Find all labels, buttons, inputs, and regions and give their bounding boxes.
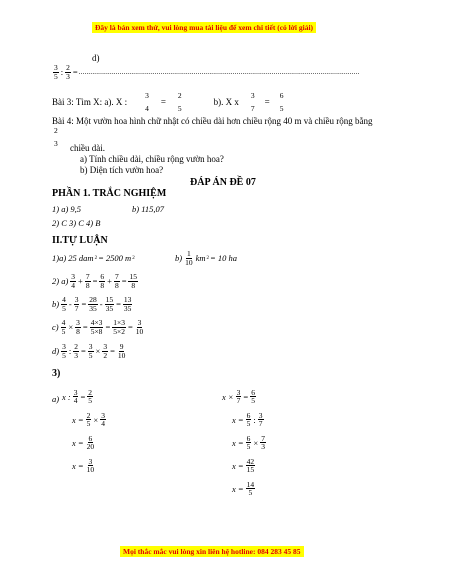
math-symbol: : xyxy=(68,346,72,356)
math-symbol: x = xyxy=(72,414,84,425)
math-symbol: = xyxy=(80,346,86,356)
math-symbol: × xyxy=(95,346,101,356)
fraction: $\frac{6}{5}$ xyxy=(246,410,251,428)
fraction: $\frac{7}{3}$ xyxy=(261,433,265,451)
bai4-fraction: 2 3 xyxy=(54,126,58,148)
fraction: $\frac{4\times 3}{5\times 8}$ xyxy=(90,318,103,336)
fraction: $\frac{3}{7}$ xyxy=(74,295,79,313)
fraction: $\frac{3}{2}$ xyxy=(103,342,108,360)
solution-step xyxy=(62,385,107,408)
math-symbol: = xyxy=(121,276,127,286)
fraction: $\frac{15}{35}$ xyxy=(105,295,114,313)
solution-step xyxy=(232,454,267,477)
math-symbol: = xyxy=(82,322,88,332)
math-symbol: = xyxy=(80,391,86,402)
math-symbol: c) xyxy=(52,322,59,332)
hotline-banner: Mọi thắc mắc vui lòng xin liên hệ hotline: 084 283 45 85 xyxy=(120,546,304,557)
math-symbol: - xyxy=(99,299,103,309)
fraction: $\frac{3}{4}$ xyxy=(73,387,78,405)
solution-step xyxy=(232,431,267,454)
math-symbol: = xyxy=(92,276,98,286)
fraction: $\frac{2}{3}$ xyxy=(66,63,70,81)
math-symbol: × xyxy=(68,322,74,332)
math-symbol: x × xyxy=(222,391,234,402)
fraction: $\frac{2}{5}$ xyxy=(88,387,93,405)
math-symbol: x : xyxy=(62,391,71,402)
fraction: $\frac{7}{8}$ xyxy=(85,272,90,290)
solution-step xyxy=(222,385,267,408)
fraction: $\frac{15}{8}$ xyxy=(129,272,137,290)
part2-title: II.TỰ LUẬN xyxy=(52,235,108,246)
fraction: $\frac{3}{4}$ xyxy=(101,410,105,428)
math-symbol: = xyxy=(105,322,111,332)
fraction: $\frac{3}{8}$ xyxy=(76,318,80,336)
answer-dots: ................................................................................................................................................ xyxy=(78,68,360,76)
part3-a-solution xyxy=(62,385,107,477)
math-symbol: x = xyxy=(232,483,244,494)
fraction: $\frac{9}{10}$ xyxy=(117,342,126,360)
fraction: $\frac{13}{35}$ xyxy=(123,295,132,313)
math-symbol: d) xyxy=(52,346,60,356)
fraction: $\frac{3}{5}$ xyxy=(54,63,58,81)
fraction: $\frac{3}{5}$ xyxy=(88,342,93,360)
fraction: $\frac{6}{8}$ xyxy=(100,272,105,290)
q2d-expression xyxy=(52,343,127,359)
bai4-text-cont: chiều dài. xyxy=(70,143,105,153)
math-symbol: = xyxy=(243,391,249,402)
part3-b-solution xyxy=(222,385,267,500)
math-symbol: x = xyxy=(232,414,244,425)
math-symbol: = xyxy=(116,299,121,309)
solution-step xyxy=(72,408,107,431)
fraction: $\frac{3}{7}$ xyxy=(236,387,241,405)
fraction: $\frac{3}{5}$ xyxy=(62,342,66,360)
part1-title: PHẦN 1. TRẮC NGHIỆM xyxy=(52,188,167,199)
q1a-conversion: 1)a) 25 dam 2 = 2500 m 2 xyxy=(52,253,135,263)
fraction: $\frac{3}{7}$ xyxy=(258,410,263,428)
solution-step xyxy=(232,477,267,500)
math-symbol: + xyxy=(107,276,112,286)
fraction: $\frac{14}{5}$ xyxy=(246,479,255,497)
q1b-conversion: b) $\frac{1}{10}$ km 2 = 10 ha xyxy=(175,249,238,267)
math-symbol: + xyxy=(78,276,83,286)
part-d-expression: $\frac{3}{5}$ : $\frac{2}{3}$ = ................................................................................................................................................ xyxy=(54,63,360,81)
math-symbol: = xyxy=(110,346,115,356)
fraction: $\frac{42}{15}$ xyxy=(246,456,255,474)
bai4-question-b: b) Diện tích vườn hoa? xyxy=(80,165,164,175)
preview-banner: Đây là bản xem thử, vui lòng mua tài liệu để xem chi tiết (có lời giải) xyxy=(92,22,316,33)
q2c-expression xyxy=(52,319,145,335)
fraction: $\frac{6}{20}$ xyxy=(86,433,95,451)
math-symbol: b) xyxy=(52,299,60,309)
math-symbol: = xyxy=(127,322,133,332)
fraction: $\frac{2}{3}$ xyxy=(74,342,78,360)
bai4-question-a: a) Tính chiều dài, chiều rộng vườn hoa? xyxy=(80,154,224,164)
solution-step xyxy=(72,431,107,454)
part1-answer-1a: 1) a) 9,5 xyxy=(52,204,82,214)
math-symbol: x = xyxy=(72,437,84,448)
answer-title: ĐÁP ÁN ĐỀ 07 xyxy=(190,177,256,188)
solution-step xyxy=(72,454,107,477)
fraction: $\frac{4}{5}$ xyxy=(62,295,66,313)
math-symbol: - xyxy=(68,299,72,309)
bai3-line: Bài 3: Tìm X: a). X : 3 4 = 2 5 b). X x 3 7 = 6 5 xyxy=(52,91,284,113)
q2b-expression xyxy=(52,296,133,312)
math-symbol: x = xyxy=(232,437,244,448)
q2a-expression xyxy=(52,273,139,289)
math-symbol: : xyxy=(253,414,256,425)
bai4-text: Bài 4: Một vườn hoa hình chữ nhật có chiều dài hơn chiều rộng 40 m và chiều rộng bằng xyxy=(52,116,373,126)
math-symbol: = xyxy=(81,299,87,309)
math-symbol: x = xyxy=(232,460,244,471)
math-symbol: 2) a) xyxy=(52,276,69,286)
math-symbol: x = xyxy=(72,460,84,471)
fraction: $\frac{6}{5}$ xyxy=(251,387,255,405)
part3-a-label: a) xyxy=(52,394,60,404)
math-symbol: × xyxy=(93,414,99,425)
fraction: $\frac{2}{5}$ xyxy=(86,410,91,428)
fraction: $\frac{3}{10}$ xyxy=(86,456,95,474)
fraction: $\frac{6}{5}$ xyxy=(246,433,251,451)
part-d-label: d) xyxy=(92,53,100,63)
fraction: $\frac{1\times 3}{5\times 2}$ xyxy=(113,318,125,336)
part1-answers-2-4: 2) C 3) C 4) B xyxy=(52,218,101,228)
fraction: $\frac{7}{8}$ xyxy=(114,272,119,290)
fraction: $\frac{3}{10}$ xyxy=(135,318,144,336)
part3-label: 3) xyxy=(52,368,61,379)
fraction: $\frac{28}{35}$ xyxy=(89,295,97,313)
fraction: $\frac{3}{4}$ xyxy=(71,272,76,290)
math-symbol: × xyxy=(253,437,259,448)
solution-step xyxy=(232,408,267,431)
part1-answer-1b: b) 115,07 xyxy=(132,204,164,214)
fraction: $\frac{4}{5}$ xyxy=(61,318,66,336)
